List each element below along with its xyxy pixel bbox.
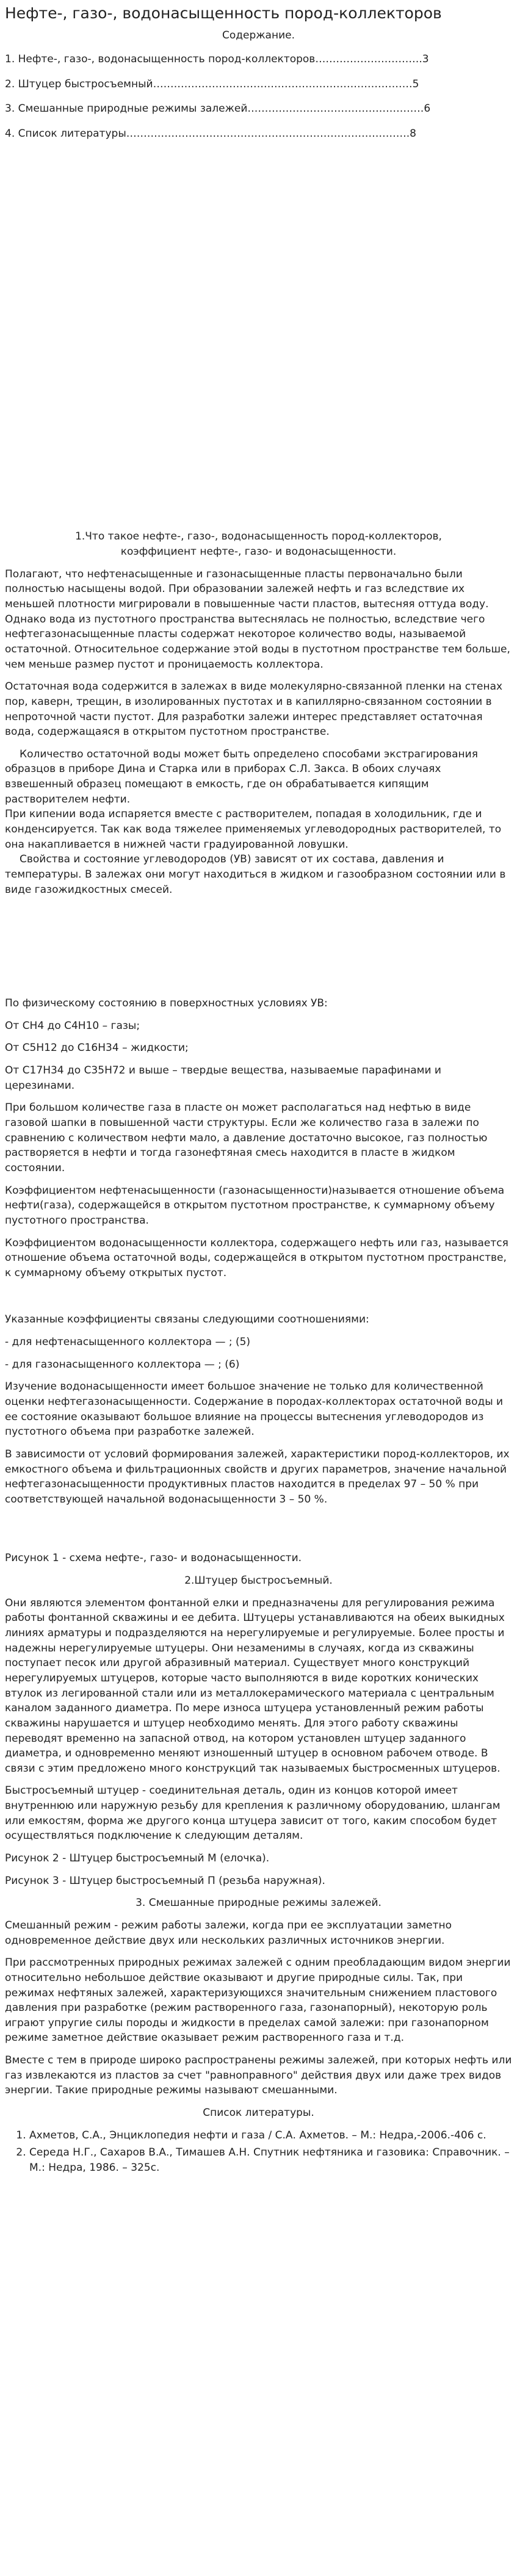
section-1-heading <box>5 529 512 559</box>
blank-space <box>5 904 512 996</box>
figure-caption: Рисунок 2 - Штуцер быстросъемный М (елочка). <box>5 1852 270 1865</box>
references-heading: Список литературы. <box>203 2106 314 2119</box>
toc-item: 3. Смешанные природные режимы залежей……………………………………………6 <box>5 103 431 115</box>
paragraph: Указанные коэффициенты связаны следующими соотношениями: <box>5 1313 369 1326</box>
formula-line: - для нефтенасыщенного коллектора — ; (5) <box>5 1336 251 1349</box>
paragraph: При большом количестве газа в пласте он может располагаться над нефтью в виде газовой шапки в повышенной части структуры. Если же количество газа в залежи по сравнению с количеством нефти мало, а давление достаточно высокое, газ полностью растворяется в нефти и тогда газонефтяная смесь находится в пласте в жидком состоянии. <box>5 1102 488 1174</box>
paragraph: От СН4 до С4Н10 – газы; <box>5 1019 140 1032</box>
paragraph: Свойства и состояние углеводородов (УВ) зависят от их состава, давления и температуры. В залежах они могут находиться в жидком и газообразном состоянии или в виде газожидкостных смесей. <box>5 853 506 896</box>
paragraph: Остаточная вода содержится в залежах в виде молекулярно-связанной пленки на стенах пор, каверн, трещин, в изолированных пустотах и в капиллярно-связанном состоянии в непроточной части пустот. Для разработки залежи интерес представляет остаточная вода, содержащаяся в открытом пустотном пространстве. <box>5 680 503 738</box>
paragraph: Коэффициентом нефтенасыщенности (газонасыщенности)называется отношение объема нефти(газа), содержащейся в открытом пустотном пространстве, к суммарному объему пустотного пространства. <box>5 1184 505 1227</box>
toc-item: 1. Нефте-, газо-, водонасыщенность пород-коллекторов………………………….3 <box>5 52 429 65</box>
figure-caption: Рисунок 1 - схема нефте-, газо- и водонасыщенности. <box>5 1552 302 1565</box>
paragraph: Они являются элементом фонтанной елки и предназначены для регулирования режима работы фонтанной скважины и ее дебита. Штуцеры устанавливаются на обеих выкидных линиях арматуры и подразделяются на нерегулируемые и регулируемые. Более просты и надежны нерегулируемые штуцеры. Они незаменимы в случаях, когда из скважины поступает песок или другой абразивный материал. Существует много конструкций нерегулируемых штуцеров, которые часто выполняются в виде коротких конических втулок из легированной стали или из металлокерамического материала с центральным каналом заданного диаметра. По мере износа штуцера установленный режим работы скважины нарушается и штуцер необходимо менять. Для этого работу скважины переводят временно на запасной отвод, на котором установлен штуцер заданного диаметра, и одновременно меняют изношенный штуцер в основном рабочем отводе. В связи с этим предложено много конструкций так называемых быстросменных штуцеров. <box>5 1596 505 1775</box>
section-2-heading: 2.Штуцер быстросъемный. <box>184 1575 333 1587</box>
paragraph: В зависимости от условий формирования залежей, характеристики пород-коллекторов, их емкостного объема и фильтрационных свойств и других параметров, значение начальной нефтегазонасыщенности продуктивных пластов находится в пределах 97 – 50 % при соответствующей начальной водонасыщенности 3 – 50 %. <box>5 1448 510 1506</box>
toc-item: 2. Штуцер быстросъемный…………………………………………………………………5 <box>5 78 419 90</box>
blank-space <box>5 1288 512 1312</box>
paragraph: Быстросъемный штуцер - соединительная деталь, один из концов которой имеет внутреннюю или наружную резьбу для крепления к различному оборудованию, шлангам или емкостям, форма же другого конца штуцера зависит от того, каким способом будет осуществляться подключение к следующим деталям. <box>5 1784 501 1842</box>
paragraph: Изучение водонасыщенности имеет большое значение не только для количественной оценки нефтегазонасыщенности. Содержание в породах-коллекторах остаточной воды и ее состояние оказывают большое влияние на процессы вытеснения углеводородов из пустотного объема при разработке залежей. <box>5 1380 504 1438</box>
references-list <box>5 2128 512 2176</box>
reference-item: 1. Ахметов, С.А., Энциклопедия нефти и газа / С.А. Ахметов. – М.: Недра,-2006.-406 с. <box>29 2128 512 2143</box>
paragraph: При кипении вода испаряется вместе с растворителем, попадая в холодильник, где и конденсируется. Так как вода тяжелее применяемых углеводородных растворителей, то она накапливается в нижней части градуированной ловушки. <box>5 808 502 851</box>
paragraph: От С5Н12 до С16Н34 – жидкости; <box>5 1042 189 1055</box>
paragraph: Количество остаточной воды может быть определено способами экстрагирования образцов в приборе Дина и Старка или в приборах С.Л. Закса. В обоих случаях взвешенный образец помещают в емкость, где он обрабатывается кипящим растворителем нефти. <box>5 748 478 806</box>
blank-space <box>5 151 512 529</box>
paragraph: Коэффициентом водонасыщенности коллектора, содержащего нефть или газ, называется отношение объема остаточной воды, содержащейся в открытом пустотном пространстве, к суммарному объему открытых пустот. <box>5 1236 508 1279</box>
section-1-heading-line: коэффициент нефте-, газо- и водонасыщенности. <box>120 546 397 558</box>
page-title: Нефте-, газо-, водонасыщенность пород-коллекторов <box>5 4 442 22</box>
paragraph: По физическому состоянию в поверхностных условиях УВ: <box>5 997 328 1010</box>
paragraph: При рассмотренных природных режимах залежей с одним преобладающим видом энергии относительно небольшое действие оказывают и другие природные силы. Так, при режимах нефтяных залежей, характеризующихся значительным снижением пластового давления при разработке (режим растворенного газа, газонапорный), некоторую роль играют упругие силы породы и жидкости в пределах самой залежи: при газонапорном режиме заметное действие оказывает режим растворенного газа и т.д. <box>5 1957 511 2044</box>
paragraph: От С17Н34 до С35Н72 и выше – твердые вещества, называемые парафинами и церезинами. <box>5 1064 441 1092</box>
figure-caption: Рисунок 3 - Штуцер быстросъемный П (резьба наружная). <box>5 1874 325 1887</box>
section-1-heading-line: 1.Что такое нефте-, газо-, водонасыщенность пород-коллекторов, <box>75 530 442 543</box>
section-3-heading: 3. Смешанные природные режимы залежей. <box>136 1897 381 1910</box>
toc-heading: Содержание. <box>222 29 295 42</box>
blank-space <box>5 1514 512 1551</box>
reference-item: 2. Середа Н.Г., Сахаров В.А., Тимашев А.Н. Спутник нефтяника и газовика: Справочник. – М.: Недра, 1986. – 325с. <box>29 2145 512 2175</box>
paragraph: Смешанный режим - режим работы залежи, когда при ее эксплуатации заметно одновременное действие двух или нескольких различных источников энергии. <box>5 1919 452 1947</box>
formula-line: - для газонасыщенного коллектора — ; (6) <box>5 1358 240 1371</box>
toc-item: 4. Список литературы……………………………………………………………………….8 <box>5 127 416 140</box>
paragraph: Вместе с тем в природе широко распространены режимы залежей, при которых нефть или газ извлекаются из пластов за счет "равноправного" действия двух или даже трех видов энергии. Такие природные режимы называют смешанными. <box>5 2054 512 2097</box>
paragraph: Полагают, что нефтенасыщенные и газонасыщенные пласты первоначально были полностью насыщены водой. При образовании залежей нефть и газ вследствие их меньшей плотности мигрировали в повышенные части пластов, вытесняя оттуда воду. Однако вода из пустотного пространства вытеснялась не полностью, вследствие чего нефтегазонасыщенные пласты содержат некоторое количество воды, называемой остаточной. Относительное содержание этой воды в пустотном пространстве тем больше, чем меньше размер пустот и проницаемость коллектора. <box>5 568 510 671</box>
